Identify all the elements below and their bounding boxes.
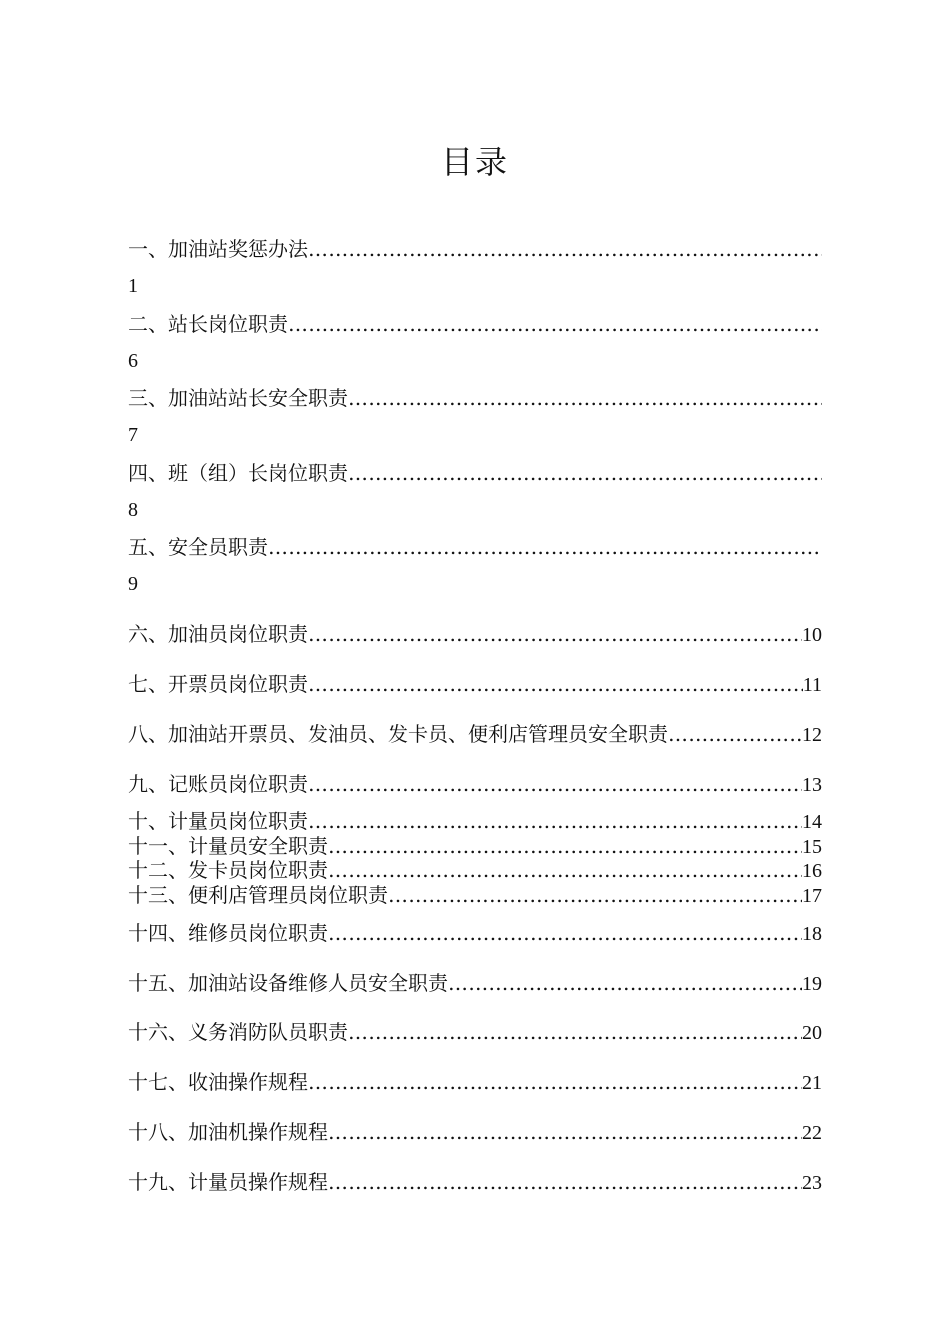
toc-entry-title: 十七、收油操作规程: [128, 1070, 308, 1094]
toc-entry[interactable]: [128, 236, 822, 262]
toc-entry[interactable]: [128, 920, 822, 946]
toc-entry-title: 十五、加油站设备维修人员安全职责: [128, 971, 448, 995]
toc-entry-page: 12: [802, 724, 822, 746]
toc-entry[interactable]: [128, 534, 822, 560]
toc-entry-title: 十二、发卡员岗位职责: [128, 858, 328, 882]
toc-entry[interactable]: [128, 460, 822, 486]
toc-entry-page: 15: [802, 836, 822, 858]
toc-leader-dots: [328, 858, 802, 882]
toc-entry-title: 十四、维修员岗位职责: [128, 921, 328, 945]
toc-entry-page: 7: [128, 424, 138, 446]
toc-entry[interactable]: [128, 1169, 822, 1195]
toc-entry-page: 20: [802, 1022, 822, 1044]
toc-leader-dots: [448, 970, 802, 996]
toc-leader-dots: [388, 883, 802, 907]
toc-leader-dots: [308, 809, 802, 833]
toc-entry-title: 五、安全员职责: [128, 535, 268, 559]
toc-entry-title: 十九、计量员操作规程: [128, 1170, 328, 1194]
toc-entry-title: 四、班（组）长岗位职责: [128, 461, 348, 485]
toc-entry[interactable]: [128, 671, 822, 697]
toc-leader-dots: [308, 1069, 802, 1095]
toc-entry-page: 11: [802, 674, 822, 696]
toc-leader-dots: [348, 460, 822, 486]
toc-entry-page: 17: [802, 885, 822, 907]
toc-entry-page: 1: [128, 275, 138, 297]
toc-entry[interactable]: [128, 771, 822, 797]
toc-leader-dots: [348, 385, 822, 411]
toc-leader-dots: [308, 671, 803, 697]
toc-entry-title: 八、加油站开票员、发油员、发卡员、便利店管理员安全职责: [128, 722, 668, 746]
toc-leader-dots: [328, 920, 802, 946]
toc-entry-title: 九、记账员岗位职责: [128, 772, 308, 796]
toc-entry-page: 23: [802, 1172, 822, 1194]
toc-leader-dots: [328, 1169, 802, 1195]
toc-entry[interactable]: [128, 858, 822, 882]
toc-entry[interactable]: [128, 809, 822, 833]
toc-entry-page: 21: [802, 1072, 822, 1094]
toc-entry[interactable]: [128, 1119, 822, 1145]
toc-entry-title: 十一、计量员安全职责: [128, 834, 328, 858]
toc-entry-page: 13: [802, 774, 822, 796]
toc-entry-title: 十、计量员岗位职责: [128, 809, 308, 833]
page-title: 目录: [440, 143, 509, 181]
toc-entry-page: 14: [802, 811, 822, 833]
toc-entry-title: 一、加油站奖惩办法: [128, 237, 308, 261]
toc-entry-page: 19: [802, 973, 822, 995]
toc-entry-page: 10: [802, 624, 822, 646]
toc-entry-title: 七、开票员岗位职责: [128, 672, 308, 696]
toc-entry-title: 三、加油站站长安全职责: [128, 386, 348, 410]
toc-entry[interactable]: [128, 385, 822, 411]
toc-leader-dots: [328, 1119, 802, 1145]
toc-leader-dots: [328, 834, 802, 858]
toc-entry[interactable]: [128, 621, 822, 647]
toc-leader-dots: [308, 621, 802, 647]
toc-entry[interactable]: [128, 721, 822, 747]
toc-entry[interactable]: [128, 883, 822, 907]
toc-entry[interactable]: [128, 1069, 822, 1095]
toc-leader-dots: [348, 1019, 802, 1045]
toc-leader-dots: [668, 721, 802, 747]
toc-entry-page: 18: [802, 923, 822, 945]
toc-entry-title: 十六、义务消防队员职责: [128, 1020, 348, 1044]
toc-entry-page: 9: [128, 573, 138, 595]
toc-entry[interactable]: [128, 1019, 822, 1045]
toc-entry-title: 二、站长岗位职责: [128, 312, 288, 336]
toc-entry-page: 6: [128, 350, 138, 372]
toc-entry[interactable]: [128, 834, 822, 858]
toc-leader-dots: [268, 534, 822, 560]
toc-entry-title: 六、加油员岗位职责: [128, 622, 308, 646]
toc-leader-dots: [308, 236, 822, 262]
toc-entry-page: 16: [802, 860, 822, 882]
toc-entry[interactable]: [128, 970, 822, 996]
toc-entry[interactable]: [128, 311, 822, 337]
toc-leader-dots: [308, 771, 802, 797]
toc-entry-page: 22: [802, 1122, 822, 1144]
toc-entry-title: 十三、便利店管理员岗位职责: [128, 883, 388, 907]
toc-entry-title: 十八、加油机操作规程: [128, 1120, 328, 1144]
toc-leader-dots: [288, 311, 822, 337]
toc-entry-page: 8: [128, 499, 138, 521]
